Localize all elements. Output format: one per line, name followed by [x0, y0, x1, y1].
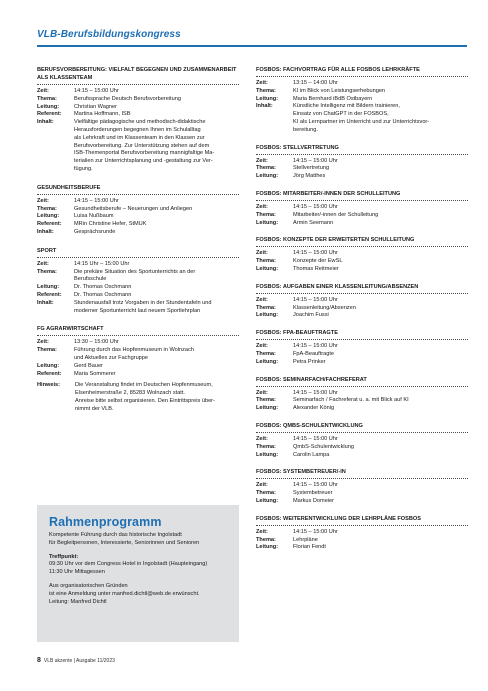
detail-label: Thema:: [256, 397, 276, 404]
hinweis-row: [37, 382, 239, 413]
detail-value-line: Einsatz von ChatGPT in der FOSBOS,: [293, 111, 389, 118]
detail-value-line: Florian Fendt: [293, 544, 326, 551]
detail-label: Hinweis:: [37, 382, 61, 389]
detail-value-line: Dr. Thomas Oschmann: [74, 284, 132, 291]
detail-row: [256, 80, 468, 88]
detail-label: Zeit:: [256, 296, 268, 303]
program-section: [256, 376, 468, 413]
detail-value-line: 14:15 – 15:00 Uhr: [293, 296, 338, 303]
detail-label: Zeit:: [256, 528, 268, 535]
page-header-title: VLB-Berufsbildungskongress: [37, 29, 181, 40]
detail-value-line: Maria Sommerer: [74, 370, 116, 377]
detail-value: [74, 371, 239, 379]
detail-label: Referent:: [37, 221, 62, 228]
detail-value-line: 14:15 – 15:00 Uhr: [293, 528, 338, 535]
rahmenprogramm-box: [37, 505, 239, 642]
detail-row: [37, 371, 239, 379]
detail-row: [37, 339, 239, 347]
detail-value-line: 14:15 – 15:00 Uhr: [74, 88, 119, 94]
detail-row: [256, 88, 468, 96]
detail-row: [256, 103, 468, 134]
detail-row: [256, 343, 468, 351]
detail-value-line: Stellvertretung: [293, 165, 330, 172]
program-section: [256, 515, 468, 552]
detail-label: Inhalt:: [37, 119, 54, 126]
detail-value: [293, 490, 468, 498]
detail-value-line: Alexander König: [293, 405, 335, 412]
detail-value-line: Joachim Fussi: [293, 312, 329, 319]
detail-row: [37, 198, 239, 206]
detail-value: [74, 347, 239, 363]
detail-label: Leitung:: [37, 362, 60, 369]
detail-value: [293, 204, 468, 212]
detail-value: [293, 436, 468, 444]
detail-label: Leitung:: [256, 405, 279, 412]
detail-value-line: fügung.: [74, 165, 93, 172]
program-section: [256, 283, 468, 320]
detail-row: [37, 261, 239, 269]
detail-value-line: moderner Sportunterricht laut neuem Sportlehrplan: [74, 307, 201, 314]
detail-label: Leitung:: [37, 284, 60, 291]
program-section: [256, 66, 468, 135]
section-title: FOSBOS: SEMINARFACH/FACHREFERAT: [256, 376, 468, 387]
detail-value-line: Gerd Bauer: [74, 362, 103, 369]
program-section: [256, 236, 468, 273]
section-title: [37, 184, 239, 195]
detail-row: [37, 104, 239, 112]
detail-label: Leitung:: [256, 95, 279, 102]
detail-value: [74, 339, 239, 347]
detail-label: Thema:: [256, 87, 276, 94]
detail-label: Zeit:: [256, 80, 268, 86]
detail-label: Zeit:: [256, 389, 268, 396]
detail-label: Zeit:: [256, 250, 268, 257]
right-column: [256, 66, 468, 561]
detail-row: [256, 452, 468, 460]
program-section: [256, 144, 468, 181]
detail-value: [74, 206, 239, 214]
detail-value: [293, 220, 468, 228]
detail-row: [37, 96, 239, 104]
detail-value: [293, 397, 468, 405]
detail-label: Thema:: [256, 443, 276, 450]
detail-value: [293, 537, 468, 545]
detail-value-line: Systembetreuer: [293, 490, 333, 497]
detail-value-line: 14:15 – 15:00 Uhr: [293, 482, 338, 489]
detail-row: [256, 258, 468, 266]
detail-value-line: Christian Wagner: [74, 103, 118, 110]
detail-value: [75, 382, 239, 413]
detail-label: Thema:: [37, 347, 57, 354]
footer-publication: VLB akzente | Ausgabe 11/2023: [43, 658, 115, 664]
detail-row: [37, 206, 239, 214]
detail-value-line: Vielfältige pädagogische und methodisch-didaktische: [74, 119, 206, 126]
detail-value-line: 14:15 Uhr – 15:00 Uhr: [74, 260, 130, 267]
detail-value-line: Anreise bitte selbst organisieren. Den Eintrittspreis über-: [75, 397, 215, 404]
detail-value-line: FpA-Beauftragte: [293, 350, 335, 357]
detail-row: [256, 482, 468, 490]
detail-value-line: nimmt der VLB.: [75, 405, 114, 412]
detail-value-line: KI im Blick von Leistungserhebungen: [293, 87, 386, 94]
detail-value: [293, 88, 468, 96]
rahmen-closing-line: ist eine Anmeldung unter manfred.dichtl@web.de erwünscht.: [49, 590, 200, 597]
detail-value: [293, 444, 468, 452]
detail-row: [37, 221, 239, 229]
detail-value-line: ISB-Themenportal Berufsvorbereitung mannigfaltige Ma-: [74, 150, 215, 157]
detail-value-line: terialien zur Unterrichtsplanung und -gestaltung zur Ver-: [74, 158, 213, 165]
detail-label: Zeit:: [37, 339, 49, 346]
page-footer: [37, 657, 115, 664]
program-section: [256, 468, 468, 505]
detail-label: Thema:: [256, 350, 276, 357]
detail-value: [74, 198, 239, 206]
detail-label: Thema:: [37, 268, 57, 275]
detail-value-line: 14:15 – 15:00 Uhr: [293, 250, 338, 257]
detail-value: [293, 266, 468, 274]
detail-label: Leitung:: [37, 213, 60, 220]
detail-value-line: Mitarbeiter/-innen der Schulleitung: [293, 211, 379, 218]
section-title-line: SPORT: [37, 247, 57, 254]
detail-label: Leitung:: [256, 265, 279, 272]
detail-row: [37, 213, 239, 221]
detail-label: Inhalt:: [37, 299, 54, 306]
detail-value: [293, 297, 468, 305]
detail-value: [74, 229, 239, 237]
detail-value: [293, 529, 468, 537]
detail-row: [256, 444, 468, 452]
rahmen-closing-line: Aus organisatorischen Gründen: [49, 582, 128, 589]
section-title: FOSBOS: STELLVERTRETUNG: [256, 144, 468, 155]
detail-row: [256, 544, 468, 552]
detail-label: Inhalt:: [37, 228, 54, 235]
detail-row: [256, 173, 468, 181]
detail-label: Zeit:: [256, 435, 268, 442]
rahmen-intro-line: Kompetente Führung durch das historische Ingolstadt: [49, 532, 182, 538]
detail-value-line: Gesprächsrunde: [74, 228, 116, 235]
detail-label: Leitung:: [256, 451, 279, 458]
detail-value: [293, 250, 468, 258]
rahmen-intro-line: für Begleitpersonen, Interessierte, Seniorinnen und Senioren: [49, 539, 200, 546]
detail-row: [256, 165, 468, 173]
detail-value: [293, 498, 468, 506]
program-section: [37, 247, 239, 316]
detail-value-line: 14:15 – 15:00 Uhr: [74, 197, 119, 204]
detail-value-line: 14:15 – 15:00 Uhr: [293, 389, 338, 396]
detail-label: Referent:: [37, 111, 62, 118]
detail-value-line: 14:15 – 15:00 Uhr: [293, 435, 338, 442]
detail-value-line: 14:15 – 15:00 Uhr: [293, 157, 338, 164]
detail-value: [293, 482, 468, 490]
detail-value: [74, 119, 239, 174]
detail-value-line: Luisa Nußbaum: [74, 213, 114, 220]
section-title: FOSBOS: AUFGABEN EINER KLASSENLEITUNG/ABSENZEN: [256, 283, 468, 294]
detail-value-line: 13:15 – 14:00 Uhr: [293, 80, 338, 86]
detail-row: [37, 300, 239, 316]
program-section: [37, 66, 239, 174]
detail-label: Thema:: [256, 304, 276, 311]
detail-value: [293, 351, 468, 359]
detail-value: [74, 96, 239, 104]
detail-value: [293, 96, 468, 104]
detail-label: Leitung:: [256, 219, 279, 226]
detail-value: [293, 165, 468, 173]
detail-row: [256, 158, 468, 166]
detail-label: Leitung:: [256, 544, 279, 551]
detail-value-line: KI als Lernpartner im Unterricht und zur Unterrichtsvor-: [293, 118, 430, 125]
detail-value: [74, 221, 239, 229]
detail-value-line: Carolin Lampa: [293, 451, 330, 458]
detail-label: Thema:: [256, 536, 276, 543]
detail-value-line: und Aktuelles zur Fachgruppe: [74, 354, 149, 361]
detail-row: [256, 537, 468, 545]
detail-value-line: Die prekäre Situation des Sportunterrichts an der: [74, 268, 196, 275]
detail-value-line: Gesundheitsberufe – Neuerungen und Anliegen: [74, 205, 193, 212]
detail-row: [37, 292, 239, 300]
detail-value-line: Berufssprache Deutsch Berufsvorbereitung: [74, 95, 181, 102]
section-title: FOSBOS: KONZEPTE DER ERWEITERTEN SCHULLEITUNG: [256, 236, 468, 247]
detail-value-line: MRin Christine Hefer, StMUK: [74, 221, 147, 228]
detail-value: [293, 173, 468, 181]
detail-value-line: Lehrpläne: [293, 536, 318, 543]
detail-value-line: Maria Bernhard iBdB Ostbayern: [293, 95, 373, 102]
detail-value-line: Künstliche Intelligenz mit Bildern trainieren,: [293, 103, 400, 110]
section-title: FOSBOS: FACHVORTRAG FÜR ALLE FOSBOS LEHRKRÄFTE: [256, 66, 468, 77]
detail-row: [37, 229, 239, 237]
detail-value: [74, 269, 239, 285]
detail-row: [256, 405, 468, 413]
detail-row: [256, 220, 468, 228]
detail-value: [74, 300, 239, 316]
detail-value: [293, 80, 468, 88]
detail-value: [293, 305, 468, 313]
detail-row: [256, 204, 468, 212]
detail-value: [293, 405, 468, 413]
detail-row: [37, 269, 239, 285]
detail-value: [293, 359, 468, 367]
detail-value: [74, 284, 239, 292]
section-title: FOSBOS: QMBS-SCHULENTWICKLUNG: [256, 422, 468, 433]
detail-row: [256, 397, 468, 405]
section-title-line: BERUFSVORBEREITUNG: VIELFALT BEGEGNEN UND ZUSAMMENARBEIT: [37, 67, 237, 73]
section-title: [37, 66, 239, 85]
detail-value-line: bereitung.: [293, 126, 318, 133]
detail-row: [256, 390, 468, 398]
section-title: FOSBOS: WEITERENTWICKLUNG DER LEHRPLÄNE FOSBOS: [256, 515, 468, 526]
detail-value-line: Petra Prinker: [293, 358, 326, 365]
detail-row: [37, 88, 239, 96]
detail-row: [256, 305, 468, 313]
detail-value: [293, 544, 468, 552]
detail-value-line: Konzepte der EwSL: [293, 258, 343, 265]
detail-value-line: Führung durch das Hopfenmuseum in Wolnzach: [74, 347, 194, 354]
detail-label: Referent:: [37, 370, 62, 377]
header-rule: [37, 45, 467, 47]
detail-value-line: Markus Domeier: [293, 497, 335, 504]
program-section: [256, 422, 468, 459]
detail-value: [293, 312, 468, 320]
detail-label: Leitung:: [256, 497, 279, 504]
detail-label: Thema:: [256, 490, 276, 497]
detail-label: Thema:: [37, 95, 57, 102]
detail-row: [256, 297, 468, 305]
program-section: [37, 184, 239, 237]
detail-label: Referent:: [37, 291, 62, 298]
detail-row: [256, 250, 468, 258]
detail-value: [74, 104, 239, 112]
detail-label: Thema:: [256, 165, 276, 172]
detail-value: [74, 213, 239, 221]
detail-row: [37, 111, 239, 119]
section-title: FOSBOS: FPA-BEAUFTRAGTE: [256, 329, 468, 340]
rahmen-closing-line: Leitung: Manfred Dichtl: [49, 598, 107, 605]
section-title: [37, 325, 239, 336]
rahmen-treffpunkt-line: 09:30 Uhr vor dem Congress Hotel in Ingolstadt (Haupteingang): [49, 561, 208, 568]
detail-label: Leitung:: [256, 358, 279, 365]
rahmen-treffpunkt-line: 11:30 Uhr Mittagessen: [49, 569, 105, 576]
detail-value-line: Armin Seemann: [293, 219, 334, 226]
detail-row: [256, 266, 468, 274]
detail-value-line: Jörg Matthes: [293, 173, 326, 180]
detail-row: [37, 347, 239, 363]
section-title: FOSBOS: SYSTEMBETREUER/-IN: [256, 468, 468, 479]
detail-value: [74, 292, 239, 300]
detail-label: Thema:: [256, 258, 276, 265]
detail-row: [256, 490, 468, 498]
detail-value: [74, 111, 239, 119]
detail-value-line: Thomas Reitmeier: [293, 265, 339, 272]
detail-value-line: Herausforderungen begegnen Ihnen im Schulalltag: [74, 126, 201, 133]
detail-row: [256, 96, 468, 104]
detail-row: [256, 351, 468, 359]
detail-label: Zeit:: [37, 197, 49, 204]
detail-value: [293, 212, 468, 220]
detail-value-line: Berufsvorbereitung. Zur Unterstützung stehen auf dem: [74, 142, 210, 149]
program-section: [37, 325, 239, 413]
detail-value-line: Stundenausfall trotz Vorgaben in der Stundentafeln und: [74, 299, 212, 306]
detail-value: [293, 452, 468, 460]
rahmen-treffpunkt-label: Treffpunkt:: [49, 553, 79, 560]
detail-label: Leitung:: [37, 103, 60, 110]
detail-label: Zeit:: [256, 343, 268, 350]
detail-row: [256, 529, 468, 537]
section-title: FOSBOS: MITARBEITER/-INNEN DER SCHULLEITUNG: [256, 190, 468, 201]
detail-value-line: Die Veranstaltung findet im Deutschen Hopfenmuseum,: [75, 382, 213, 389]
section-title: [37, 247, 239, 258]
section-title-line: GESUNDHEITSBERUFE: [37, 184, 101, 191]
detail-value-line: Dr. Thomas Oschmann: [74, 291, 132, 298]
page-number: 8: [37, 657, 41, 664]
detail-label: Zeit:: [256, 157, 268, 164]
detail-value-line: Martina Hoffmann, ISB: [74, 111, 131, 118]
detail-label: Zeit:: [256, 203, 268, 210]
program-section: [256, 190, 468, 227]
detail-value: [293, 390, 468, 398]
detail-value-line: als Lehrkraft und im Klassenteam in den Klassen zur: [74, 134, 205, 141]
detail-value: [74, 88, 239, 96]
detail-value-line: QmbS-Schulentwicklung: [293, 443, 354, 450]
rahmenprogramm-title: Rahmenprogramm: [49, 515, 162, 529]
detail-label: Leitung:: [256, 312, 279, 319]
detail-row: [37, 363, 239, 371]
detail-row: [256, 312, 468, 320]
detail-row: [256, 212, 468, 220]
section-title-line: ALS KLASSENTEAM: [37, 75, 93, 81]
detail-value-line: 14:15 – 15:00 Uhr: [293, 343, 338, 350]
left-column: [37, 66, 239, 424]
detail-value-line: Klassenleitung/Absenzen: [293, 304, 356, 311]
detail-row: [256, 436, 468, 444]
detail-value: [293, 258, 468, 266]
detail-value: [293, 343, 468, 351]
detail-value-line: Seminarfach / Fachreferat u. a. mit Blick auf KI: [293, 397, 409, 404]
program-section: [256, 329, 468, 366]
detail-row: [256, 359, 468, 367]
detail-value: [74, 363, 239, 371]
section-title-line: FG AGRARWIRTSCHAFT: [37, 326, 104, 333]
detail-label: Thema:: [37, 205, 57, 212]
detail-value: [293, 103, 468, 134]
detail-label: Leitung:: [256, 173, 279, 180]
detail-label: Zeit:: [37, 88, 49, 94]
detail-value-line: Elsenheimerstraße 2, 85283 Wolnzach statt.: [75, 390, 185, 397]
detail-label: Inhalt:: [256, 103, 273, 110]
detail-value-line: 14:15 – 15:00 Uhr: [293, 203, 338, 210]
detail-value: [293, 158, 468, 166]
detail-value-line: 13:30 – 15:00 Uhr: [74, 339, 119, 346]
detail-row: [37, 284, 239, 292]
detail-row: [37, 119, 239, 174]
detail-row: [256, 498, 468, 506]
detail-label: Thema:: [256, 211, 276, 218]
detail-value-line: Berufsschule: [74, 276, 107, 283]
detail-label: Zeit:: [37, 260, 49, 267]
detail-value: [74, 261, 239, 269]
detail-label: Zeit:: [256, 482, 268, 489]
